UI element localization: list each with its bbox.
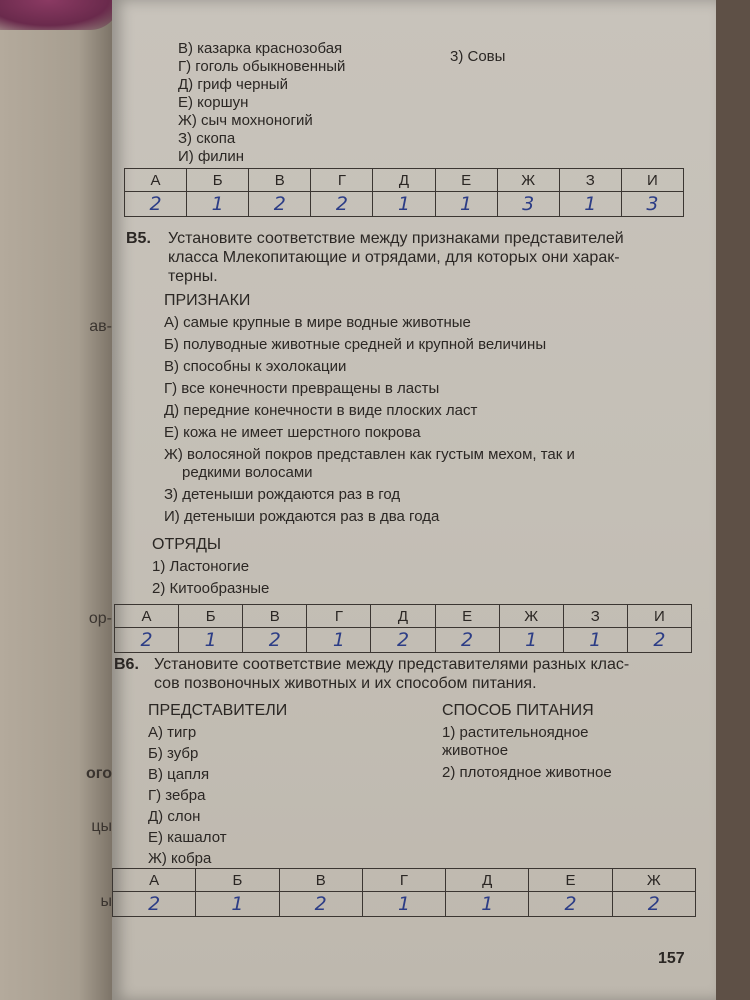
answer-header-cell: Ж xyxy=(497,169,559,192)
b5-sign: А) самые крупные в мире водные животные xyxy=(164,314,471,331)
handwritten-answer: 2 xyxy=(612,892,695,917)
handwritten-answer: 2 xyxy=(627,628,691,653)
handwritten-answer: 1 xyxy=(499,628,563,653)
answer-header-cell: Ж xyxy=(612,869,695,892)
b5-sign-continuation: редкими волосами xyxy=(182,464,313,481)
left-page-fragment: ы xyxy=(100,893,112,910)
handwritten-answer: 1 xyxy=(362,892,445,917)
b6-method-continuation: животное xyxy=(442,742,509,759)
b5-signs-heading: ПРИЗНАКИ xyxy=(164,292,251,309)
handwritten-answer: 1 xyxy=(187,192,249,217)
b4-item: Ж) сыч мохноногий xyxy=(178,112,313,129)
handwritten-answer: 2 xyxy=(311,192,373,217)
page-number: 157 xyxy=(658,950,685,967)
b4-answer-table xyxy=(124,168,684,217)
b5-order: 1) Ластоногие xyxy=(152,558,250,575)
handwritten-answer: 2 xyxy=(243,628,307,653)
answer-header-cell: Ж xyxy=(499,605,563,628)
b4-item: З) скопа xyxy=(178,130,236,147)
b5-sign: Ж) волосяной покров представлен как густым мехом, так и xyxy=(164,446,575,463)
b5-sign: Б) полуводные животные средней и крупной величины xyxy=(164,336,547,353)
handwritten-answer: 1 xyxy=(307,628,371,653)
answer-header-cell: В xyxy=(279,869,362,892)
answer-header-cell: Е xyxy=(435,169,497,192)
handwritten-answer: 2 xyxy=(113,892,196,917)
answer-header-cell: Д xyxy=(373,169,435,192)
answer-header-cell: Б xyxy=(179,605,243,628)
handwritten-answer: 2 xyxy=(125,192,187,217)
answer-header-cell: Б xyxy=(196,869,279,892)
answer-header-cell: Г xyxy=(307,605,371,628)
b4-item: Д) гриф черный xyxy=(178,76,288,93)
b5-label: В5. xyxy=(126,230,151,247)
answer-header-cell: Г xyxy=(311,169,373,192)
b5-order: 2) Китообразные xyxy=(152,580,270,597)
handwritten-answer: 2 xyxy=(529,892,612,917)
b5-sign: З) детеныши рождаются раз в год xyxy=(164,486,401,503)
answer-header-cell: Д xyxy=(371,605,435,628)
b5-orders-heading: ОТРЯДЫ xyxy=(152,536,222,553)
answer-header-cell: Е xyxy=(529,869,612,892)
cloth-corner xyxy=(0,0,120,30)
answer-header-cell: Г xyxy=(362,869,445,892)
b6-method: 2) плотоядное животное xyxy=(442,764,612,781)
handwritten-answer: 1 xyxy=(179,628,243,653)
b6-rep: Г) зебра xyxy=(148,787,206,804)
answer-header-cell: З xyxy=(559,169,621,192)
b5-question-line: класса Млекопитающие и отрядами, для которых они харак- xyxy=(168,249,620,266)
b6-rep: А) тигр xyxy=(148,724,197,741)
handwritten-answer: 2 xyxy=(279,892,362,917)
b6-rep: Ж) кобра xyxy=(148,850,212,867)
background-surface xyxy=(716,0,750,1000)
answer-header-cell: Д xyxy=(446,869,529,892)
answer-header-cell: В xyxy=(249,169,311,192)
handwritten-answer: 1 xyxy=(563,628,627,653)
b6-question-line: сов позвоночных животных и их способом питания. xyxy=(154,675,537,692)
handwritten-answer: 2 xyxy=(249,192,311,217)
b5-sign: И) детеныши рождаются раз в два года xyxy=(164,508,440,525)
b5-question-line: терны. xyxy=(168,268,218,285)
handwritten-answer: 1 xyxy=(373,192,435,217)
left-page-fragment: ав- xyxy=(89,318,112,335)
answer-header-cell: З xyxy=(563,605,627,628)
left-page-fragment: ого xyxy=(86,765,112,782)
b6-rep: Е) кашалот xyxy=(148,829,227,846)
b4-item: Г) гоголь обыкновенный xyxy=(178,58,346,75)
answer-header-cell: И xyxy=(627,605,691,628)
b4-item: И) филин xyxy=(178,148,245,165)
b5-answer-table xyxy=(114,604,692,653)
handwritten-answer: 2 xyxy=(435,628,499,653)
answer-header-cell: А xyxy=(113,869,196,892)
handwritten-answer: 1 xyxy=(435,192,497,217)
b6-method: 1) растительноядное xyxy=(442,724,589,741)
answer-header-cell: А xyxy=(115,605,179,628)
b6-rep: Д) слон xyxy=(148,808,201,825)
textbook-page xyxy=(112,0,716,1000)
b6-method-heading: СПОСОБ ПИТАНИЯ xyxy=(442,702,594,719)
b4-right-item: 3) Совы xyxy=(450,48,506,65)
previous-page-edge xyxy=(0,0,112,1000)
b5-question-line: Установите соответствие между признаками представителей xyxy=(168,230,624,247)
answer-header-cell: И xyxy=(621,169,683,192)
handwritten-answer: 3 xyxy=(497,192,559,217)
b5-sign: В) способны к эхолокации xyxy=(164,358,347,375)
b5-sign: Е) кожа не имеет шерстного покрова xyxy=(164,424,421,441)
b6-question-line: Установите соответствие между представителями разных клас- xyxy=(154,656,630,673)
b4-item: В) казарка краснозобая xyxy=(178,40,343,57)
b5-sign: Д) передние конечности в виде плоских ласт xyxy=(164,402,478,419)
handwritten-answer: 1 xyxy=(196,892,279,917)
left-page-fragment: ор- xyxy=(88,610,112,627)
handwritten-answer: 2 xyxy=(115,628,179,653)
handwritten-answer: 1 xyxy=(446,892,529,917)
page-content xyxy=(112,0,716,1000)
b4-item: Е) коршун xyxy=(178,94,249,111)
b6-answer-table xyxy=(112,868,696,917)
left-page-fragment: цы xyxy=(91,818,112,835)
answer-header-cell: В xyxy=(243,605,307,628)
b5-sign: Г) все конечности превращены в ласты xyxy=(164,380,440,397)
answer-header-cell: Е xyxy=(435,605,499,628)
b6-reps-heading: ПРЕДСТАВИТЕЛИ xyxy=(148,702,288,719)
handwritten-answer: 2 xyxy=(371,628,435,653)
answer-header-cell: Б xyxy=(187,169,249,192)
b6-rep: Б) зубр xyxy=(148,745,199,762)
b6-rep: В) цапля xyxy=(148,766,210,783)
handwritten-answer: 3 xyxy=(621,192,683,217)
b6-label: В6. xyxy=(114,656,139,673)
handwritten-answer: 1 xyxy=(559,192,621,217)
answer-header-cell: А xyxy=(125,169,187,192)
